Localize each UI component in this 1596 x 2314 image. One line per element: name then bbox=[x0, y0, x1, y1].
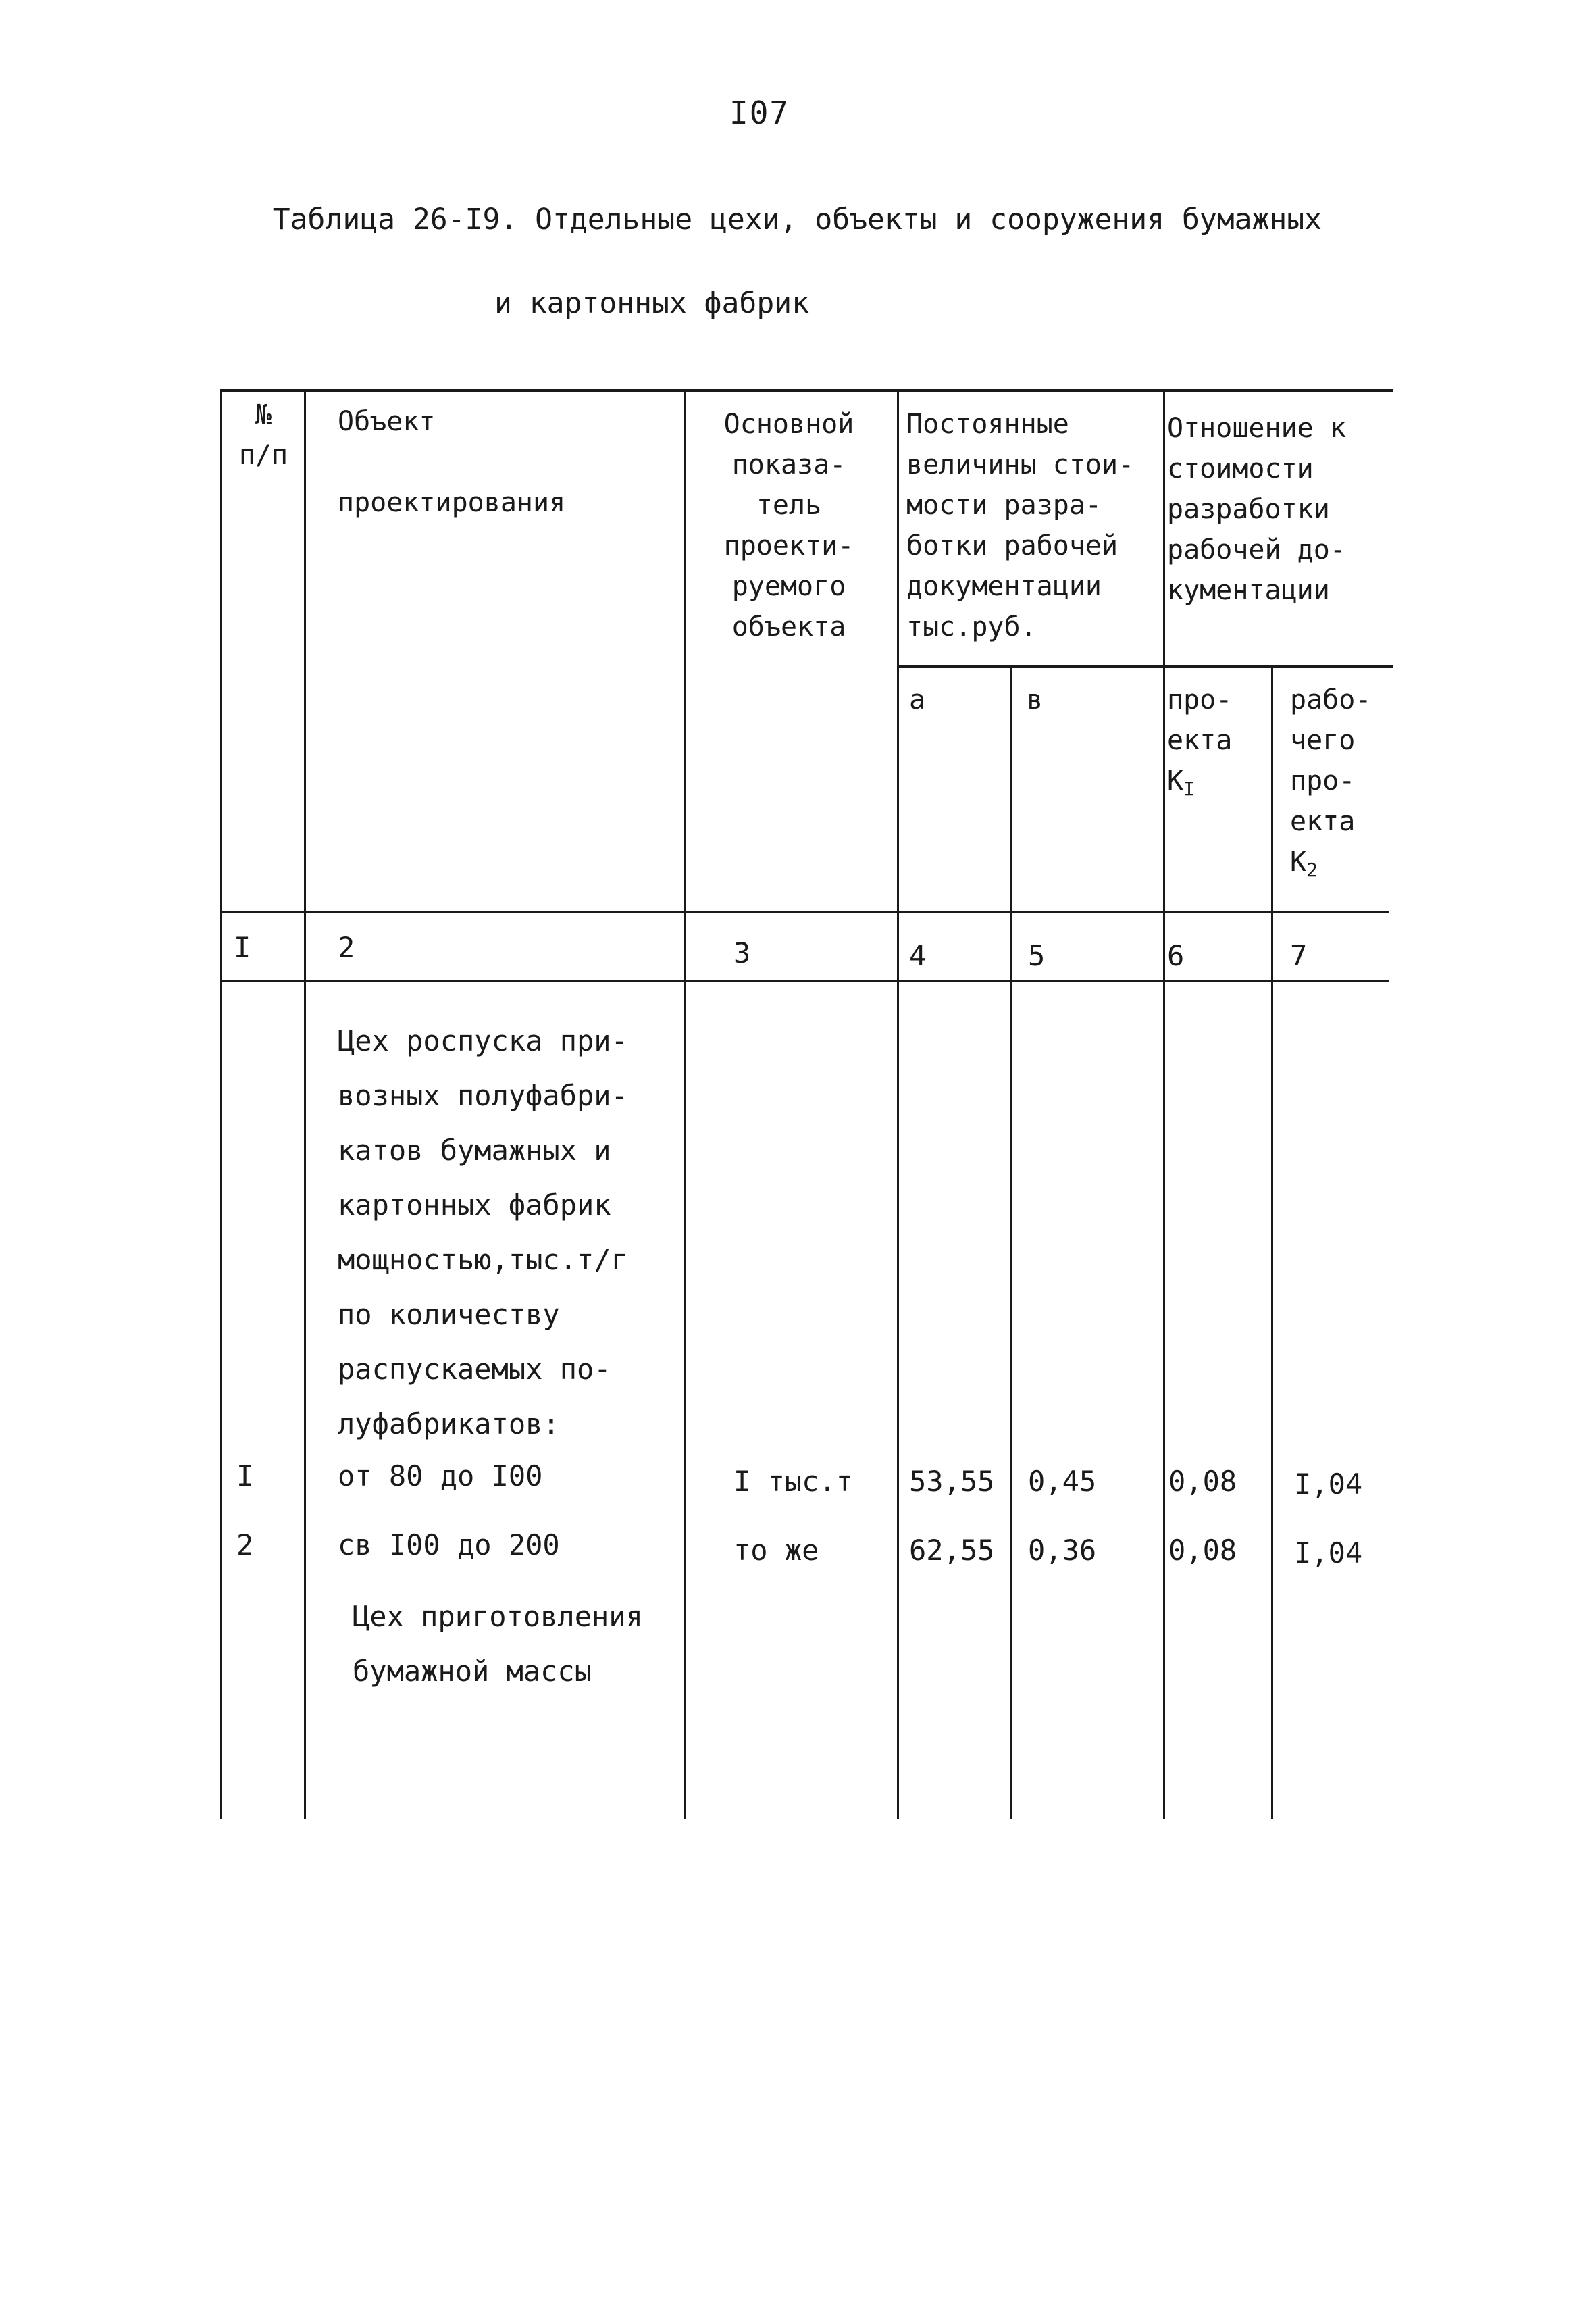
row-1-name: от 80 до I00 bbox=[338, 1459, 543, 1492]
rule-v-7 bbox=[1271, 665, 1273, 1819]
header-constant-values: Постоянные величины стои- мости разра- ботки рабочей документации тыс.руб. bbox=[906, 409, 1135, 643]
column-number-3: 3 bbox=[733, 936, 751, 970]
row-2-indicator: то же bbox=[733, 1534, 819, 1567]
row-1-value-b: 0,45 bbox=[1028, 1465, 1097, 1498]
row-1-value-k2: I,04 bbox=[1294, 1467, 1363, 1501]
rule-v-4 bbox=[897, 389, 899, 1819]
column-number-6: 6 bbox=[1167, 939, 1185, 972]
header-col-k1-label: про- екта К bbox=[1167, 684, 1233, 797]
table-caption bbox=[238, 157, 1322, 366]
rule-top bbox=[220, 389, 1393, 392]
row-2-number: 2 bbox=[236, 1528, 254, 1561]
header-row-number: № п/п bbox=[238, 399, 288, 471]
rule-v-5 bbox=[1010, 665, 1012, 1819]
header-col-k1 bbox=[1167, 680, 1232, 809]
column-number-1: I bbox=[234, 931, 251, 964]
caption-line-2: и картонных фабрик bbox=[494, 286, 809, 320]
row-1-indicator: I тыс.т bbox=[733, 1465, 854, 1498]
caption-line-1: Таблица 26-I9. Отдельные цехи, объекты и сооружения бумажных bbox=[272, 203, 1322, 236]
rule-v-3 bbox=[684, 389, 686, 1819]
row-1-value-k1: 0,08 bbox=[1168, 1465, 1237, 1498]
rule-header-bottom bbox=[220, 911, 1389, 913]
header-col-k2 bbox=[1290, 680, 1371, 890]
header-object: Объект проектирования bbox=[338, 406, 566, 518]
header-col-k2-label: рабо- чего про- екта К bbox=[1290, 684, 1372, 878]
header-col-k2-subscript: 2 bbox=[1306, 859, 1318, 881]
rule-v-6 bbox=[1163, 389, 1165, 1819]
row-1-value-a: 53,55 bbox=[909, 1465, 995, 1498]
row-2-value-a: 62,55 bbox=[909, 1534, 995, 1567]
page-number: I07 bbox=[729, 95, 790, 131]
header-col-k1-subscript: I bbox=[1183, 778, 1195, 800]
header-col-a: а bbox=[909, 684, 926, 715]
column-number-5: 5 bbox=[1028, 939, 1046, 972]
column-number-4: 4 bbox=[909, 939, 927, 972]
rule-v-left bbox=[220, 389, 222, 1819]
row-2-name: св I00 до 200 bbox=[338, 1528, 560, 1561]
header-ratio: Отношение к стоимости разработки рабочей до- кументации bbox=[1167, 413, 1346, 606]
row-2-value-b: 0,36 bbox=[1028, 1534, 1097, 1567]
rule-subheader bbox=[897, 665, 1393, 668]
row-2-value-k2: I,04 bbox=[1294, 1536, 1363, 1569]
section-title-paper-pulp-preparation: Цех приготовления бумажной массы bbox=[353, 1600, 643, 1688]
rule-v-2 bbox=[304, 389, 306, 1819]
column-number-7: 7 bbox=[1290, 939, 1308, 972]
rule-numbers-bottom bbox=[220, 980, 1389, 982]
column-number-2: 2 bbox=[338, 931, 355, 964]
header-col-b: в bbox=[1027, 684, 1044, 715]
row-1-number: I bbox=[236, 1459, 254, 1492]
section-title-pulp-dissolving: Цех роспуска при- возных полуфабри- катов бумажных и картонных фабрик мощностью,тыс.т/г по количеству распускаемых по- луфабрикатов: bbox=[338, 1024, 628, 1440]
header-indicator: Основной показа- тель проекти- руемого объекта bbox=[723, 409, 854, 643]
row-2-value-k1: 0,08 bbox=[1168, 1534, 1237, 1567]
